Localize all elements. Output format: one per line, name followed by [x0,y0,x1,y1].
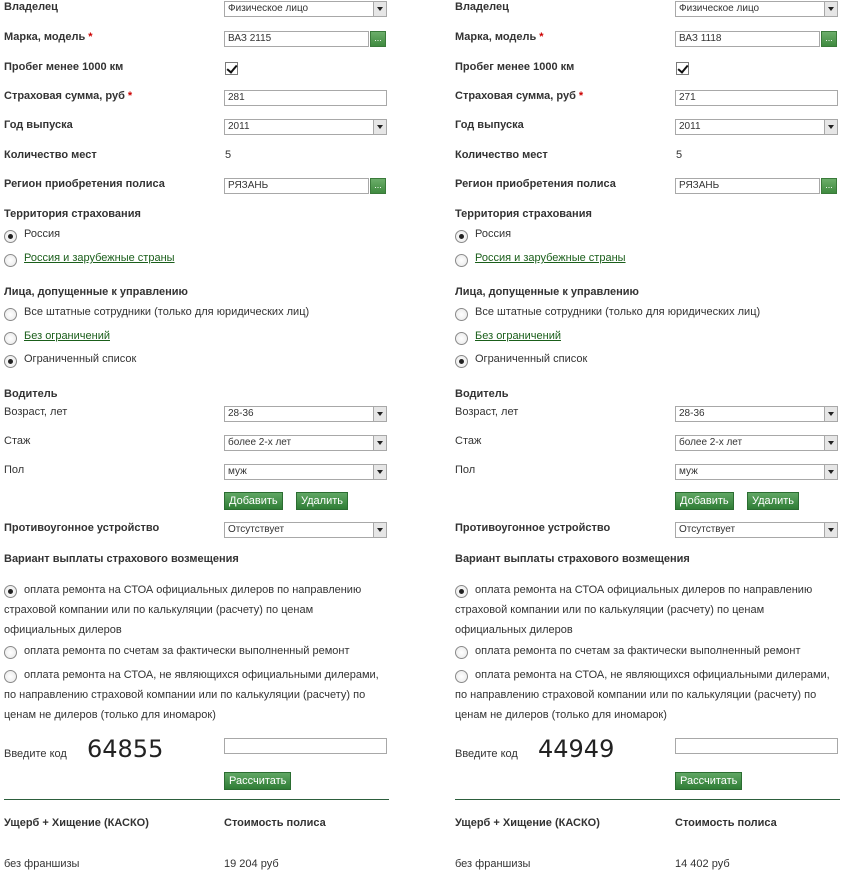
payout-option-text: оплата ремонта по счетам за фактически выполненный ремонт [475,645,801,657]
policy-price: 14 402 руб [675,858,730,870]
model-label: Марка, модель * [4,31,93,43]
add-driver-button[interactable]: Добавить [224,492,283,510]
drivers-heading: Лица, допущенные к управлению [4,286,188,298]
owner-label: Владелец [4,1,58,13]
captcha-input[interactable] [675,738,838,754]
radio-button[interactable] [4,254,17,267]
chevron-down-icon[interactable] [373,465,386,479]
radio-button[interactable] [455,308,468,321]
payout-option-text: оплата ремонта на СТОА официальных дилеров по направлению страховой компании или по калькуляции (расчету) по ценам официальных дилеров [455,584,813,636]
chevron-down-icon[interactable] [373,436,386,450]
chevron-down-icon[interactable] [373,2,386,16]
coverage-label: Ущерб + Хищение (КАСКО) [4,817,149,829]
radio-button[interactable] [455,355,468,368]
anti-theft-select[interactable]: Отсутствует [675,522,838,538]
radio-button[interactable] [4,308,17,321]
model-picker-button[interactable]: ... [370,31,386,47]
age-label: Возраст, лет [4,406,68,418]
territory-option-link[interactable]: Россия и зарубежные страны [475,252,626,264]
owner-select[interactable]: Физическое лицо [675,1,838,17]
mileage-label: Пробег менее 1000 км [455,61,575,73]
radio-button[interactable] [4,355,17,368]
radio-button[interactable] [455,332,468,345]
territory-heading: Территория страхования [455,208,592,220]
sum-label: Страховая сумма, руб * [455,90,584,102]
result-divider [4,799,389,800]
seats-label: Количество мест [4,149,97,161]
region-input[interactable]: РЯЗАНЬ [675,178,820,194]
delete-driver-button[interactable]: Удалить [747,492,799,510]
drivers-option-link[interactable]: Без ограничений [475,330,561,342]
region-picker-button[interactable]: ... [821,178,837,194]
owner-label: Владелец [455,1,509,13]
territory-option-label: Россия [24,228,61,240]
payout-option-text: оплата ремонта на СТОА, не являющихся официальными дилерами, по направлению страховой компании или по калькуляции (расчету) по ценам не дилеров (только для иномарок) [4,669,379,721]
territory-heading: Территория страхования [4,208,141,220]
captcha-input[interactable] [224,738,387,754]
policy-cost-label: Стоимость полиса [224,817,326,829]
driver-heading: Водитель [4,388,58,400]
captcha-image: 44949 [538,735,615,763]
seats-value: 5 [225,149,232,161]
payout-heading: Вариант выплаты страхового возмещения [455,553,690,565]
gender-label: Пол [4,464,25,476]
drivers-heading: Лица, допущенные к управлению [455,286,639,298]
mileage-checkbox[interactable] [676,62,689,75]
mileage-label: Пробег менее 1000 км [4,61,124,73]
calculate-button[interactable]: Рассчитать [224,772,291,790]
chevron-down-icon[interactable] [824,407,837,421]
payout-heading: Вариант выплаты страхового возмещения [4,553,239,565]
chevron-down-icon[interactable] [824,120,837,134]
region-label: Регион приобретения полиса [4,178,165,190]
captcha-label: Введите код [455,748,518,760]
seats-label: Количество мест [455,149,548,161]
gender-label: Пол [455,464,476,476]
territory-option-label: Россия [475,228,512,240]
year-select[interactable]: 2011 [224,119,387,135]
radio-button[interactable] [455,254,468,267]
region-input[interactable]: РЯЗАНЬ [224,178,369,194]
chevron-down-icon[interactable] [373,407,386,421]
drivers-option-label: Все штатные сотрудники (только для юридических лиц) [475,306,761,318]
drivers-option-label: Все штатные сотрудники (только для юридических лиц) [24,306,310,318]
radio-button[interactable] [455,230,468,243]
chevron-down-icon[interactable] [373,523,386,537]
year-label: Год выпуска [455,119,524,131]
payout-option-text: оплата ремонта на СТОА, не являющихся официальными дилерами, по направлению страховой компании или по калькуляции (расчету) по ценам не дилеров (только для иномарок) [455,669,830,721]
region-picker-button[interactable]: ... [370,178,386,194]
insurance-form-right [455,0,852,886]
policy-cost-label: Стоимость полиса [675,817,777,829]
age-select[interactable]: 28-36 [224,406,387,422]
drivers-option-label: Ограниченный список [475,353,588,365]
experience-label: Стаж [4,435,31,447]
driver-heading: Водитель [455,388,509,400]
delete-driver-button[interactable]: Удалить [296,492,348,510]
payout-option-text: оплата ремонта по счетам за фактически выполненный ремонт [24,645,350,657]
model-picker-button[interactable]: ... [821,31,837,47]
radio-button[interactable] [4,332,17,345]
region-label: Регион приобретения полиса [455,178,616,190]
model-label: Марка, модель * [455,31,544,43]
sum-input[interactable]: 281 [224,90,387,106]
chevron-down-icon[interactable] [824,2,837,16]
captcha-label: Введите код [4,748,67,760]
result-divider [455,799,840,800]
sum-label: Страховая сумма, руб * [4,90,133,102]
add-driver-button[interactable]: Добавить [675,492,734,510]
seats-value: 5 [676,149,683,161]
anti-theft-select[interactable]: Отсутствует [224,522,387,538]
coverage-label: Ущерб + Хищение (КАСКО) [455,817,600,829]
owner-select[interactable]: Физическое лицо [224,1,387,17]
chevron-down-icon[interactable] [824,523,837,537]
year-label: Год выпуска [4,119,73,131]
payout-option-text: оплата ремонта на СТОА официальных дилеров по направлению страховой компании или по калькуляции (расчету) по ценам официальных дилеров [4,584,362,636]
drivers-option-link[interactable]: Без ограничений [24,330,110,342]
chevron-down-icon[interactable] [373,120,386,134]
experience-select[interactable]: более 2-х лет [224,435,387,451]
sum-input[interactable]: 271 [675,90,838,106]
model-input[interactable]: ВАЗ 2115 [224,31,369,47]
drivers-option-label: Ограниченный список [24,353,137,365]
year-select[interactable]: 2011 [675,119,838,135]
chevron-down-icon[interactable] [824,436,837,450]
gender-select[interactable]: муж [224,464,387,480]
captcha-image: 64855 [87,735,164,763]
territory-option-link[interactable]: Россия и зарубежные страны [24,252,175,264]
experience-select[interactable]: более 2-х лет [675,435,838,451]
anti-theft-label: Противоугонное устройство [455,522,611,534]
model-input[interactable]: ВАЗ 1118 [675,31,820,47]
calculate-button[interactable]: Рассчитать [675,772,742,790]
age-select[interactable]: 28-36 [675,406,838,422]
anti-theft-label: Противоугонное устройство [4,522,160,534]
deductible-label: без франшизы [455,858,531,870]
radio-button[interactable] [4,230,17,243]
deductible-label: без франшизы [4,858,80,870]
insurance-form-left [4,0,404,886]
policy-price: 19 204 руб [224,858,279,870]
experience-label: Стаж [455,435,482,447]
chevron-down-icon[interactable] [824,465,837,479]
mileage-checkbox[interactable] [225,62,238,75]
gender-select[interactable]: муж [675,464,838,480]
age-label: Возраст, лет [455,406,519,418]
